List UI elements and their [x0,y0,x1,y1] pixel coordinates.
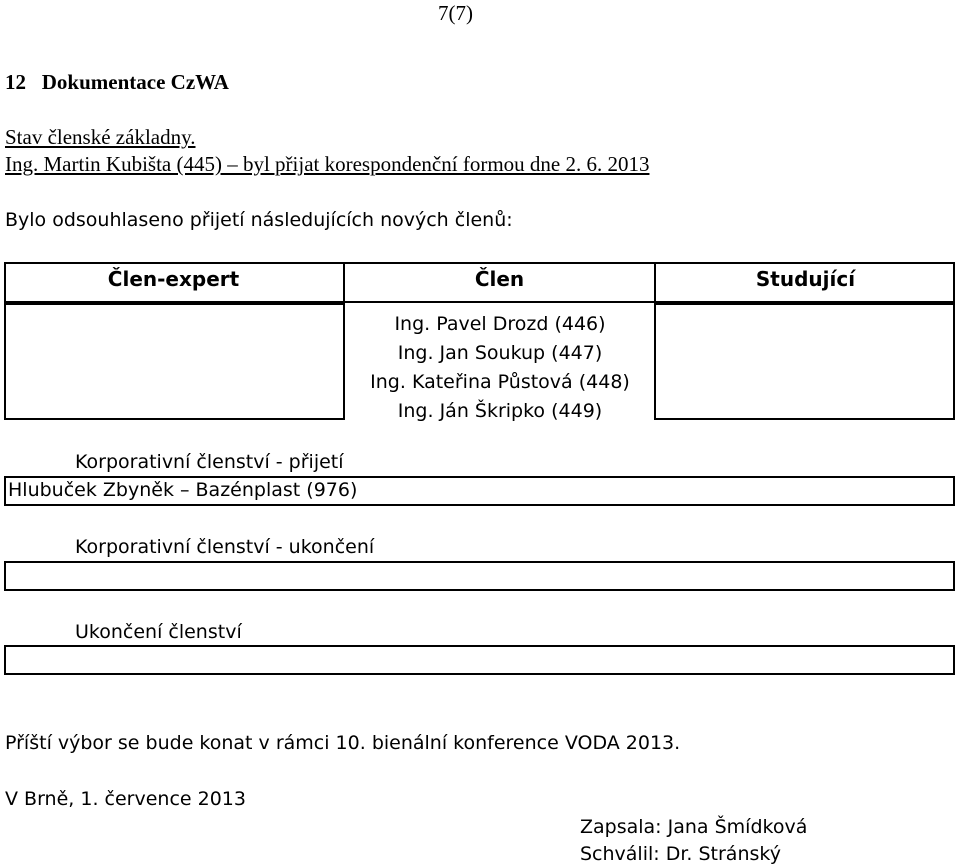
corporate-end-heading: Korporativní členství - ukončení [75,536,375,558]
table-row-line [4,303,345,305]
membership-status-heading: Stav členské základny. [5,125,196,149]
table-row-line [654,418,955,420]
header-member-expert: Člen-expert [107,267,240,291]
table-border [953,303,955,420]
membership-end-heading: Ukončení členství [75,621,242,643]
corporate-join-heading: Korporativní členství - přijetí [75,451,344,473]
list-item: Ing. Jan Soukup (447) [397,342,603,364]
table-row-line [654,303,955,305]
section-title: 12 Dokumentace CzWA [5,70,229,94]
member-list [345,310,655,426]
list-item: Ing. Ján Škripko (449) [397,400,603,422]
header-student: Studující [755,267,856,291]
table-row-line [4,418,345,420]
recorded-by: Zapsala: Jana Šmídková [580,816,808,838]
list-item: Ing. Kateřina Půstová (448) [370,371,630,393]
approved-by: Schválil: Dr. Stránský [580,843,781,865]
place-date: V Brně, 1. července 2013 [5,788,246,810]
next-meeting-note: Příští výbor se bude konat v rámci 10. bienální konference VODA 2013. [5,732,681,754]
approval-statement: Bylo odsouhlaseno přijetí následujících nových členů: [5,209,513,231]
new-member-statement: Ing. Martin Kubišta (445) – byl přijat korespondenční formou dne 2. 6. 2013 [5,152,650,176]
header-member: Člen [474,267,525,291]
corporate-end-box [4,561,955,591]
list-item: Ing. Pavel Drozd (446) [394,313,606,335]
membership-end-box [4,645,955,675]
table-border [4,303,6,420]
corporate-join-value: Hlubuček Zbyněk – Bazénplast (976) [8,479,358,501]
page-number: 7(7) [438,1,473,25]
